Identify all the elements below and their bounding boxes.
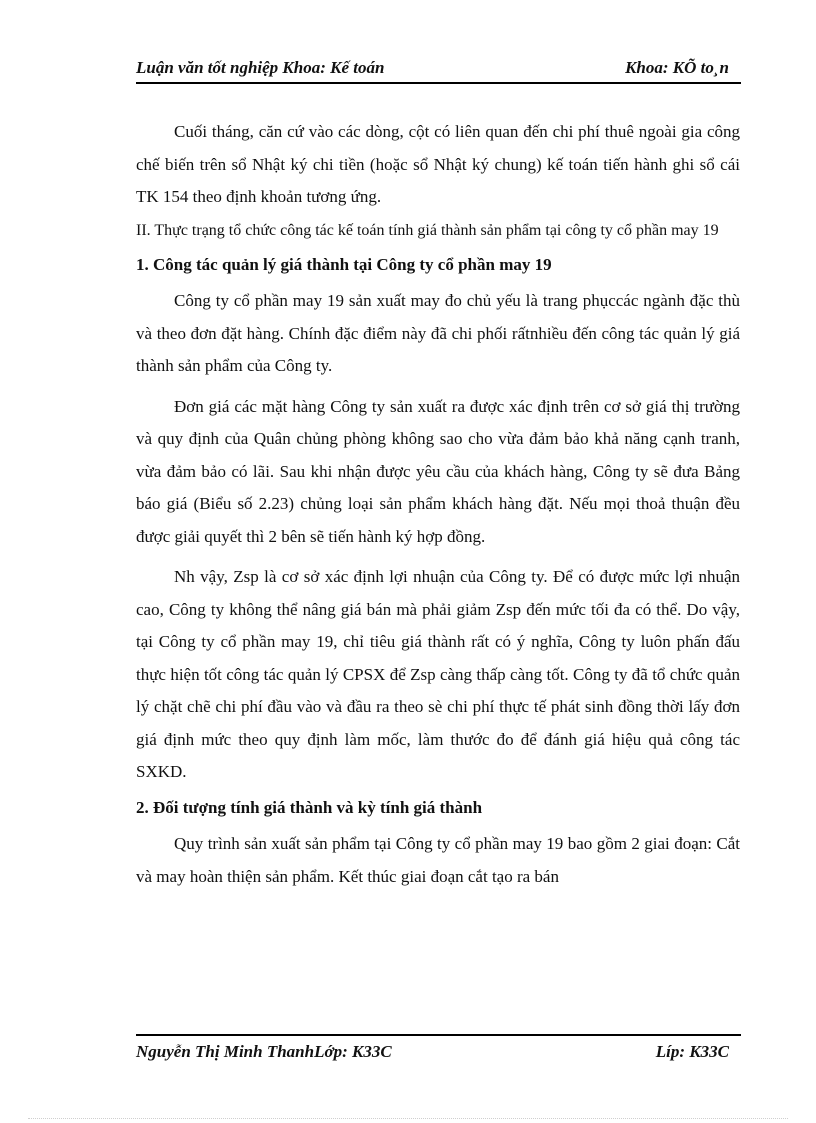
paragraph-production-process: Quy trình sản xuất sản phẩm tại Công ty cổ phần may 19 bao gồm 2 giai đoạn: Cắt và may hoàn thiện sản phẩm. Kết thúc giai đoạn cắt tạo ra bán: [136, 834, 740, 886]
paragraph-profit: Nh vậy, Zsp là cơ sở xác định lợi nhuận của Công ty. Để có được mức lợi nhuận cao, Công ty không thể nâng giá bán mà phải giảm Zsp đến mức tối đa có thể. Do vậy, tại Công ty cổ phần may 19, chỉ tiêu giá thành rất có ý nghĩa, Công ty luôn phấn đấu thực hiện tốt công tác quản lý CPSX để Zsp càng thấp càng tốt. Công ty đã tổ chức quản lý chặt chẽ chi phí đầu vào và đầu ra theo sè chi phí thực tế phát sinh đồng thời lấy đơn giá định mức theo quy định làm mốc, làm thước đo để đánh giá hiệu quả công tác SXKD.: [136, 567, 740, 781]
page-bottom-divider: [28, 1118, 788, 1119]
page-footer: [136, 1034, 741, 1066]
section-heading-2: 2. Đối tượng tính giá thành và kỳ tính giá thành: [136, 797, 483, 817]
paragraph-pricing: Đơn giá các mặt hàng Công ty sản xuất ra được xác định trên cơ sở giá thị trường và quy định của Quân chủng phòng không sao cho vừa đảm bảo khả năng cạnh tranh, vừa đảm bảo có lãi. Sau khi nhận được yêu cầu của khách hàng, Công ty sẽ đưa Bảng báo giá (Biểu số 2.23) chủng loại sản phẩm khách hàng đặt. Nếu mọi thoả thuận đều được giải quyết thì 2 bên sẽ tiến hành ký hợp đồng.: [136, 396, 740, 546]
section-heading-ii: II. Thực trạng tổ chức công tác kế toán tính giá thành sản phẩm tại công ty cổ phần may 19: [136, 221, 719, 239]
page-header: [136, 56, 741, 84]
section-heading-1: 1. Công tác quản lý giá thành tại Công ty cổ phần may 19: [136, 254, 552, 274]
paragraph-company-overview: Công ty cổ phần may 19 sản xuất may đo chủ yếu là trang phụccác ngành đặc thù và theo đơn đặt hàng. Chính đặc điểm này đã chi phối rấtnhiều đến công tác quản lý giá thành sản phẩm của Công ty.: [136, 291, 740, 375]
paragraph-intro: Cuối tháng, căn cứ vào các dòng, cột có liên quan đến chi phí thuê ngoài gia công chế biến trên sổ Nhật ký chi tiền (hoặc sổ Nhật ký chung) kế toán tiến hành ghi sổ cái TK 154 theo định khoản tương ứng.: [136, 122, 740, 206]
footer-right-text: Líp: K33C: [655, 1042, 729, 1061]
header-left-text: Luận văn tốt nghiệp Khoa: Kế toán: [136, 58, 385, 77]
footer-left-text: Nguyễn Thị Minh ThanhLớp: K33C: [136, 1042, 392, 1061]
header-right-text: Khoa: KÕ to¸n: [625, 58, 729, 77]
document-body: [136, 116, 740, 893]
